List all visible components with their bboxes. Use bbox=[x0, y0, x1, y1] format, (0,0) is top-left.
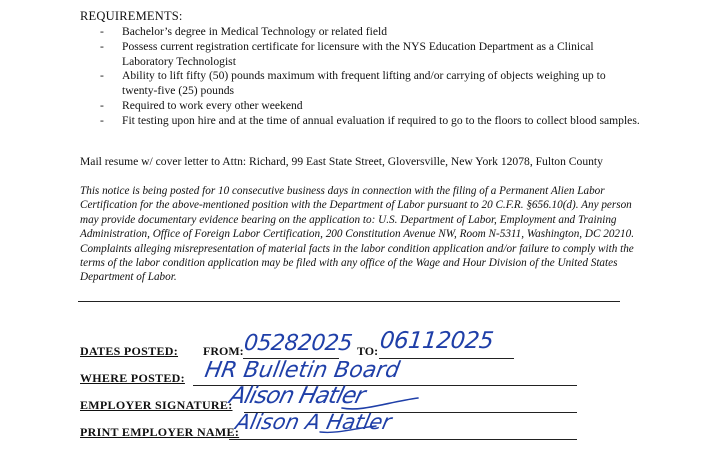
requirement-item bbox=[80, 69, 640, 99]
section-divider bbox=[78, 301, 620, 302]
requirement-item bbox=[80, 40, 640, 70]
requirements-list bbox=[80, 25, 640, 129]
to-label: TO: bbox=[357, 344, 379, 358]
requirement-text: Ability to lift fifty (50) pounds maximum with frequent lifting and/or carrying of objects weighing up to twenty-five (25) pounds bbox=[122, 69, 606, 98]
to-date-field[interactable]: 06112025 bbox=[378, 328, 495, 354]
requirement-text: Bachelor’s degree in Medical Technology or related field bbox=[122, 25, 387, 38]
requirement-text: Required to work every other weekend bbox=[122, 98, 303, 112]
requirement-text: Possess current registration certificate for licensure with the NYS Education Department as a Clinical Laboratory Technologist bbox=[122, 39, 594, 68]
requirements-heading: REQUIREMENTS: bbox=[80, 9, 183, 23]
from-date-field[interactable]: 05282025 bbox=[242, 331, 354, 356]
where-posted-label: WHERE POSTED: bbox=[80, 371, 185, 385]
print-name-field[interactable]: Alison A Hatler bbox=[233, 410, 394, 434]
requirement-text: Fit testing upon hire and at the time of annual evaluation if required to go to the floors to collect blood samples. bbox=[122, 113, 640, 127]
print-name-line bbox=[229, 439, 577, 440]
bullet-dash: - bbox=[100, 25, 104, 38]
bullet-dash: - bbox=[100, 113, 104, 127]
employer-signature-label: EMPLOYER SIGNATURE: bbox=[80, 398, 233, 412]
mail-instructions: Mail resume w/ cover letter to Attn: Richard, 99 East State Street, Gloversville, New York 12078, Fulton County bbox=[80, 155, 603, 168]
requirement-item bbox=[80, 99, 640, 114]
legal-notice: This notice is being posted for 10 consecutive business days in connection with the filing of a Permanent Alien Labor Certification for the above-mentioned position with the Department of Labor pursuant to 20 C.F.R. §656.10(d). Any person may provide documentary evidence bearing on the application to: U.S. Department of Labor, Employment and Training Administration, Office of Foreign Labor Certification, 200 Constitution Avenue NW, Room N-5311, Washington, DC 20210. Complaints alleging misrepresentation of material facts in the labor condition application and/or failure to comply with the terms of the labor condition application may be filed with any office of the Wage and Hour Division of the United States Department of Labor. bbox=[80, 185, 634, 284]
employer-signature[interactable]: Alison Hatler bbox=[226, 383, 368, 409]
bullet-dash: - bbox=[100, 39, 104, 53]
requirement-item bbox=[80, 114, 640, 129]
bullet-dash: - bbox=[100, 69, 104, 83]
bullet-dash: - bbox=[100, 98, 104, 112]
name-flourish bbox=[318, 420, 378, 436]
print-name-label: PRINT EMPLOYER NAME: bbox=[80, 425, 240, 439]
requirement-item bbox=[80, 25, 640, 40]
dates-posted-label: DATES POSTED: bbox=[80, 344, 179, 358]
where-posted-field[interactable]: HR Bulletin Board bbox=[202, 358, 402, 383]
from-label: FROM: bbox=[203, 344, 244, 358]
